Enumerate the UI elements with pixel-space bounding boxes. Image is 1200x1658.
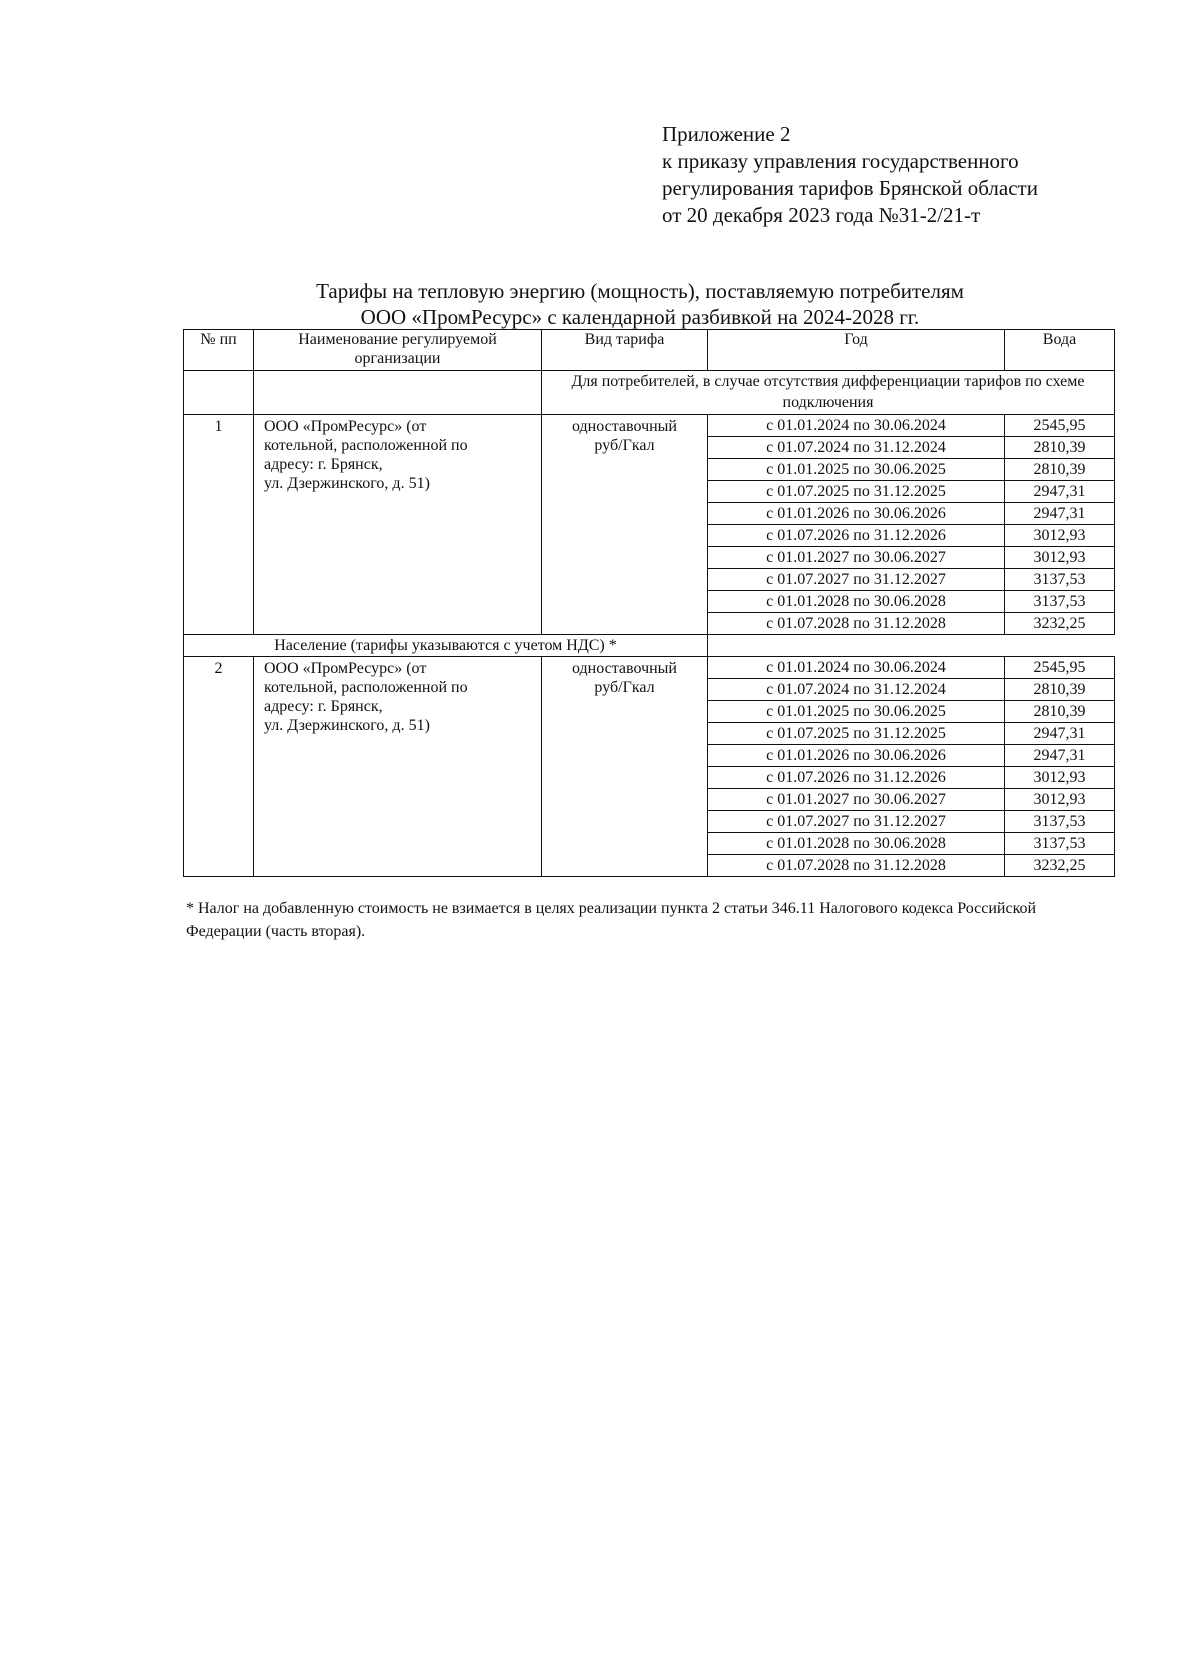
organization-line: ООО «ПромРесурс» (от: [264, 418, 427, 435]
period-cell: с 01.01.2025 по 30.06.2025: [708, 459, 1005, 481]
period-cell: с 01.01.2027 по 30.06.2027: [708, 547, 1005, 569]
section-heading: Население (тарифы указываются с учетом НДС) *: [184, 635, 708, 657]
tariff-table: [183, 329, 1115, 877]
water-value-cell: 3012,93: [1005, 767, 1115, 789]
water-value-cell: 2810,39: [1005, 701, 1115, 723]
organization-line: ул. Дзержинского, д. 51): [264, 475, 430, 492]
water-value-cell: 3137,53: [1005, 833, 1115, 855]
period-cell: с 01.01.2028 по 30.06.2028: [708, 591, 1005, 613]
appendix-line: Приложение 2: [662, 122, 791, 146]
period-cell: с 01.07.2025 по 31.12.2025: [708, 723, 1005, 745]
period-cell: с 01.01.2025 по 30.06.2025: [708, 701, 1005, 723]
header-kind: Вид тарифа: [542, 330, 708, 371]
period-cell: с 01.01.2027 по 30.06.2027: [708, 789, 1005, 811]
header-water: Вода: [1005, 330, 1115, 371]
footnote: * Налог на добавленную стоимость не взимается в целях реализации пункта 2 статьи 346.11 Налогового кодекса Российской Федерации (часть вторая).: [186, 900, 1037, 940]
water-value-cell: 2810,39: [1005, 679, 1115, 701]
water-value-cell: 2947,31: [1005, 745, 1115, 767]
tariff-kind-line: руб/Гкал: [594, 679, 655, 696]
period-cell: с 01.07.2028 по 31.12.2028: [708, 855, 1005, 877]
period-cell: с 01.07.2026 по 31.12.2026: [708, 767, 1005, 789]
organization-line: котельной, расположенной по: [264, 679, 468, 696]
table-row: [184, 657, 1115, 679]
water-value-cell: 3232,25: [1005, 855, 1115, 877]
water-value-cell: 2545,95: [1005, 415, 1115, 437]
organization-cell: [254, 415, 542, 635]
period-cell: с 01.07.2027 по 31.12.2027: [708, 569, 1005, 591]
period-cell: с 01.07.2024 по 31.12.2024: [708, 679, 1005, 701]
header-year: Год: [708, 330, 1005, 371]
empty-cell: [184, 371, 254, 415]
water-value-cell: 2810,39: [1005, 437, 1115, 459]
water-value-cell: 2810,39: [1005, 459, 1115, 481]
title-line: Тарифы на тепловую энергию (мощность), поставляемую потребителям: [316, 279, 964, 303]
water-value-cell: 3012,93: [1005, 525, 1115, 547]
period-cell: с 01.01.2024 по 30.06.2024: [708, 657, 1005, 679]
header-num: № пп: [184, 330, 254, 371]
water-value-cell: 2545,95: [1005, 657, 1115, 679]
header-org: Наименование регулируемой организации: [254, 330, 542, 371]
table-header-row: [184, 330, 1115, 371]
period-cell: с 01.07.2027 по 31.12.2027: [708, 811, 1005, 833]
tariff-kind-line: руб/Гкал: [594, 437, 655, 454]
appendix-line: регулирования тарифов Брянской области: [662, 176, 1038, 200]
appendix-block: [662, 121, 1038, 229]
row-number: 2: [184, 657, 254, 877]
tariff-kind-cell: [542, 657, 708, 877]
table-row: [184, 415, 1115, 437]
water-value-cell: 2947,31: [1005, 481, 1115, 503]
appendix-line: от 20 декабря 2023 года №31-2/21-т: [662, 203, 981, 227]
period-cell: с 01.07.2026 по 31.12.2026: [708, 525, 1005, 547]
period-cell: с 01.01.2028 по 30.06.2028: [708, 833, 1005, 855]
period-cell: с 01.07.2025 по 31.12.2025: [708, 481, 1005, 503]
organization-cell: [254, 657, 542, 877]
water-value-cell: 2947,31: [1005, 723, 1115, 745]
water-value-cell: 3012,93: [1005, 547, 1115, 569]
empty-cell: [254, 371, 542, 415]
water-value-cell: 3137,53: [1005, 591, 1115, 613]
water-value-cell: 3232,25: [1005, 613, 1115, 635]
period-cell: с 01.01.2026 по 30.06.2026: [708, 503, 1005, 525]
organization-line: котельной, расположенной по: [264, 437, 468, 454]
row-number: 1: [184, 415, 254, 635]
section-heading: Для потребителей, в случае отсутствия дифференциации тарифов по схеме подключения: [542, 371, 1115, 415]
document-title: [180, 278, 1100, 330]
water-value-cell: 3012,93: [1005, 789, 1115, 811]
water-value-cell: 3137,53: [1005, 811, 1115, 833]
organization-line: ООО «ПромРесурс» (от: [264, 660, 427, 677]
section-heading-row: [184, 371, 1115, 415]
appendix-line: к приказу управления государственного: [662, 149, 1019, 173]
tariff-kind-cell: [542, 415, 708, 635]
period-cell: с 01.01.2024 по 30.06.2024: [708, 415, 1005, 437]
organization-line: адресу: г. Брянск,: [264, 698, 383, 715]
tariff-kind-line: одноставочный: [572, 660, 677, 677]
water-value-cell: 2947,31: [1005, 503, 1115, 525]
period-cell: с 01.07.2028 по 31.12.2028: [708, 613, 1005, 635]
period-cell: с 01.01.2026 по 30.06.2026: [708, 745, 1005, 767]
period-cell: с 01.07.2024 по 31.12.2024: [708, 437, 1005, 459]
water-value-cell: 3137,53: [1005, 569, 1115, 591]
organization-line: ул. Дзержинского, д. 51): [264, 717, 430, 734]
section-heading-row: [184, 635, 1115, 657]
title-line: ООО «ПромРесурс» с календарной разбивкой на 2024-2028 гг.: [360, 305, 920, 329]
tariff-kind-line: одноставочный: [572, 418, 677, 435]
organization-line: адресу: г. Брянск,: [264, 456, 383, 473]
